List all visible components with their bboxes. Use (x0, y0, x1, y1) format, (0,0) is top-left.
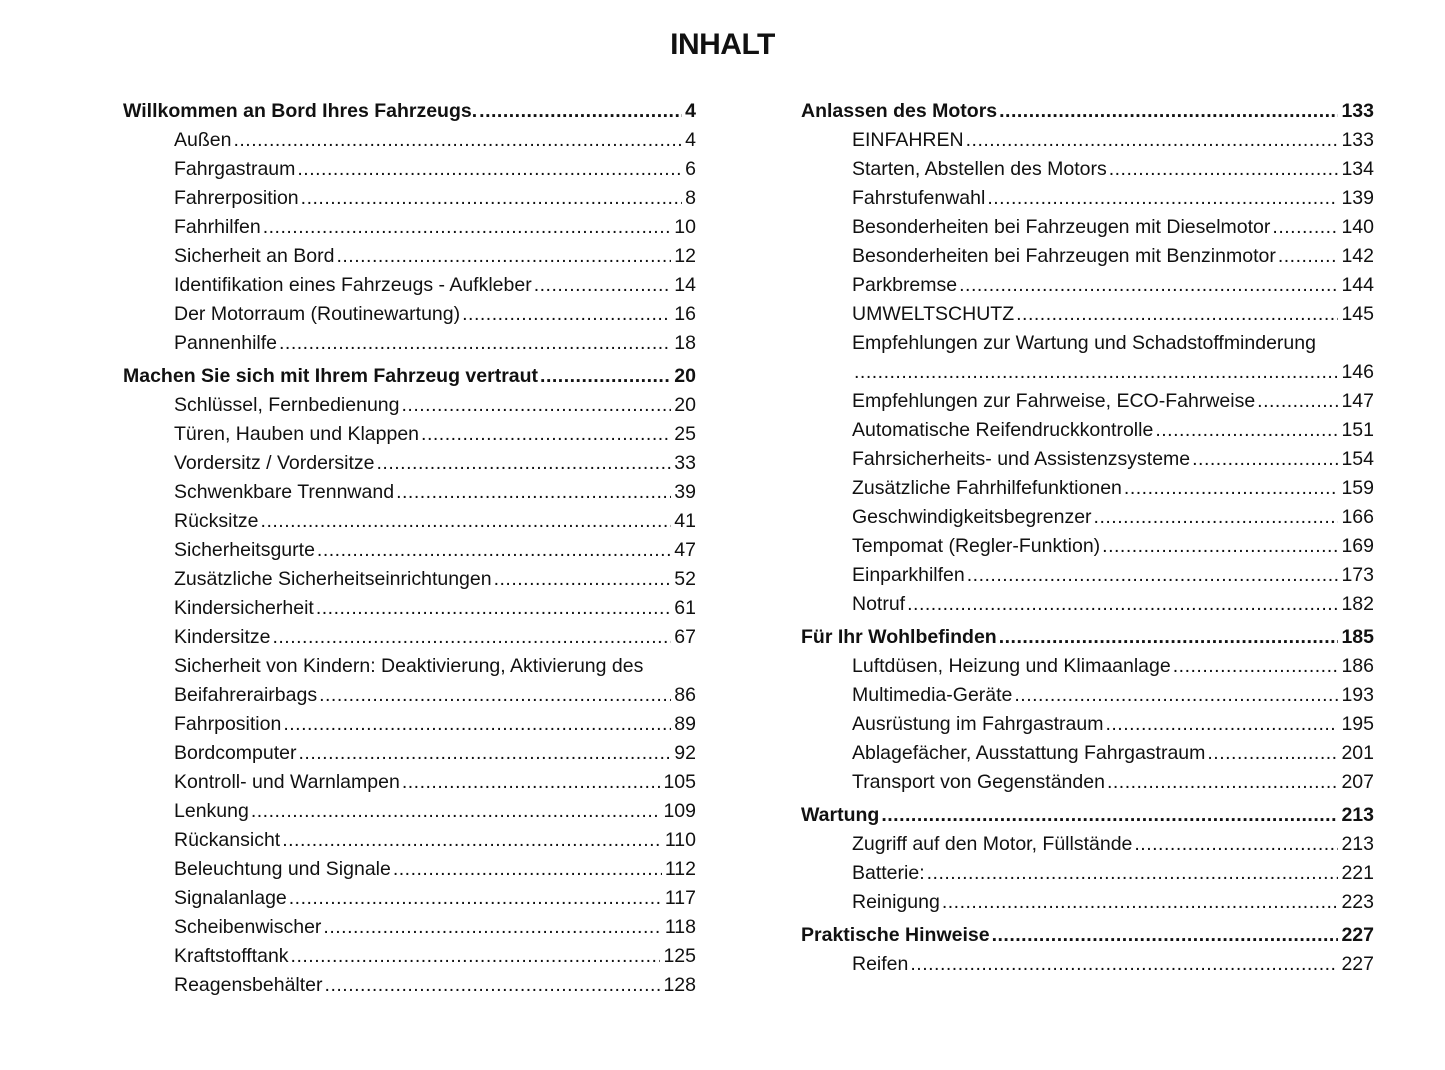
toc-page-number: 61 (674, 597, 696, 619)
toc-page-number: 186 (1341, 655, 1374, 677)
toc-subentry[interactable] (123, 271, 696, 300)
toc-page-number: 227 (1341, 924, 1374, 946)
toc-entry-label: EINFAHREN (852, 129, 964, 151)
toc-entry-label: Sicherheit an Bord (174, 245, 335, 267)
toc-page-number: 169 (1341, 535, 1374, 557)
toc-subentry[interactable] (801, 768, 1374, 797)
toc-page-number: 20 (674, 394, 696, 416)
dot-leader (999, 97, 1338, 126)
dot-leader (959, 271, 1338, 300)
toc-page-number: 47 (674, 539, 696, 561)
toc-subentry[interactable] (123, 126, 696, 155)
toc-page-number: 142 (1341, 245, 1374, 267)
toc-subentry[interactable] (123, 155, 696, 184)
toc-entry-label: Fahrstufenwahl (852, 187, 986, 209)
dot-leader (401, 391, 671, 420)
toc-page-number: 227 (1341, 953, 1374, 975)
toc-page-number: 4 (685, 100, 696, 122)
toc-entry-label: Kraftstofftank (174, 945, 289, 967)
toc-subentry[interactable] (123, 942, 696, 971)
toc-page-number: 221 (1341, 862, 1374, 884)
toc-page-number: 110 (664, 829, 696, 851)
dot-leader (854, 358, 1338, 387)
dot-leader (402, 768, 661, 797)
toc-page-number: 89 (674, 713, 696, 735)
toc-entry-label: Notruf (852, 593, 906, 615)
toc-subentry[interactable] (801, 590, 1374, 619)
dot-leader (233, 126, 682, 155)
toc-subentry[interactable] (801, 830, 1374, 859)
toc-entry-label: Bordcomputer (174, 742, 297, 764)
dot-leader (319, 681, 671, 710)
toc-subentry[interactable] (123, 391, 696, 420)
dot-leader (282, 826, 662, 855)
toc-page-number: 16 (674, 303, 696, 325)
dot-leader (479, 97, 682, 126)
dot-leader (967, 561, 1339, 590)
dot-leader (421, 420, 671, 449)
toc-page-number: 86 (674, 684, 696, 706)
toc-entry-label: Machen Sie sich mit Ihrem Fahrzeug vertraut (123, 365, 539, 387)
dot-leader (966, 126, 1339, 155)
toc-page-number: 185 (1341, 626, 1374, 648)
dot-leader (325, 971, 661, 1000)
toc-entry-label: Einparkhilfen (852, 564, 965, 586)
dot-leader (377, 449, 672, 478)
dot-leader (1109, 155, 1339, 184)
dot-leader (494, 565, 672, 594)
toc-subentry[interactable] (123, 681, 696, 710)
toc-subentry[interactable] (801, 532, 1374, 561)
toc-subentry[interactable] (801, 300, 1374, 329)
page-title: INHALT (670, 28, 775, 61)
toc-entry-label: Rückansicht (174, 829, 281, 851)
toc-entry-label: Automatische Reifendruckkontrolle (852, 419, 1154, 441)
toc-entry-label: Batterie: (852, 862, 925, 884)
toc-page-number: 41 (674, 510, 696, 532)
toc-entry-label: Ausrüstung im Fahrgastraum (852, 713, 1104, 735)
toc-entry-label: Schwenkbare Trennwand (174, 481, 395, 503)
toc-page-number: 52 (674, 568, 696, 590)
dot-leader (336, 242, 671, 271)
toc-subentry[interactable] (123, 623, 696, 652)
toc-page-number: 25 (674, 423, 696, 445)
toc-page-number: 223 (1341, 891, 1374, 913)
toc-subentry[interactable] (123, 768, 696, 797)
toc-subentry[interactable] (801, 242, 1374, 271)
dot-leader (396, 478, 671, 507)
dot-leader (251, 797, 661, 826)
toc-entry-label-line[interactable]: Sicherheit von Kindern: Deaktivierung, Aktivierung des (174, 655, 644, 677)
toc-entry-label: Türen, Hauben und Klappen (174, 423, 420, 445)
toc-page-number: 33 (674, 452, 696, 474)
dot-leader (393, 855, 662, 884)
toc-subentry[interactable] (123, 565, 696, 594)
toc-entry-label: Beifahrerairbags (174, 684, 318, 706)
toc-entry-label: Sicherheitsgurte (174, 539, 315, 561)
toc-section-entry[interactable] (801, 623, 1374, 652)
toc-entry-label: Zugriff auf den Motor, Füllstände (852, 833, 1133, 855)
toc-page-number: 118 (664, 916, 696, 938)
dot-leader (289, 884, 662, 913)
toc-page-number: 112 (664, 858, 696, 880)
toc-page-number: 128 (663, 974, 696, 996)
toc-subentry[interactable] (123, 826, 696, 855)
toc-entry-label: Reifen (852, 953, 909, 975)
toc-entry-label: Fahrposition (174, 713, 282, 735)
dot-leader (534, 271, 672, 300)
toc-page-number: 133 (1341, 100, 1374, 122)
toc-page-number: 133 (1341, 129, 1374, 151)
dot-leader (540, 362, 671, 391)
toc-subentry[interactable] (801, 739, 1374, 768)
toc-entry-label: Besonderheiten bei Fahrzeugen mit Dieselmotor (852, 216, 1271, 238)
toc-page-number: 105 (663, 771, 696, 793)
toc-entry-label: Transport von Gegenständen (852, 771, 1105, 793)
toc-subentry[interactable] (801, 888, 1374, 917)
dot-leader (1094, 503, 1339, 532)
toc-subentry[interactable] (801, 416, 1374, 445)
toc-page-number: 195 (1341, 713, 1374, 735)
toc-page-number: 193 (1341, 684, 1374, 706)
toc-entry-label: Praktische Hinweise (801, 924, 990, 946)
toc-entry-label: Lenkung (174, 800, 249, 822)
toc-entry-label: Zusätzliche Sicherheitseinrichtungen (174, 568, 492, 590)
toc-page-number: 146 (1341, 361, 1374, 383)
dot-leader (298, 739, 671, 768)
toc-subentry[interactable] (801, 155, 1374, 184)
dot-leader (462, 300, 671, 329)
dot-leader (1134, 830, 1338, 859)
toc-subentry[interactable] (801, 474, 1374, 503)
toc-subentry[interactable] (801, 710, 1374, 739)
toc-entry-label: Zusätzliche Fahrhilfefunktionen (852, 477, 1122, 499)
toc-subentry[interactable] (801, 652, 1374, 681)
toc-entry-label: Empfehlungen zur Fahrweise, ECO-Fahrweise (852, 390, 1256, 412)
toc-page-number: 144 (1341, 274, 1374, 296)
dot-leader (1207, 739, 1338, 768)
toc-page-number: 67 (674, 626, 696, 648)
toc-entry-label: Luftdüsen, Heizung und Klimaanlage (852, 655, 1171, 677)
toc-subentry[interactable] (801, 503, 1374, 532)
toc-entry-label: Ablagefächer, Ausstattung Fahrgastraum (852, 742, 1206, 764)
toc-subentry[interactable] (123, 971, 696, 1000)
dot-leader (1105, 710, 1338, 739)
toc-entry-label: Für Ihr Wohlbefinden (801, 626, 997, 648)
dot-leader (323, 913, 661, 942)
toc-subentry[interactable] (123, 536, 696, 565)
toc-page-number: 20 (674, 365, 696, 387)
toc-subentry[interactable] (801, 387, 1374, 416)
toc-entry-label: Scheibenwischer (174, 916, 322, 938)
toc-entry-label: Beleuchtung und Signale (174, 858, 391, 880)
dot-leader (881, 801, 1338, 830)
toc-subentry[interactable] (801, 184, 1374, 213)
toc-subentry[interactable] (123, 739, 696, 768)
toc-page-number: 173 (1341, 564, 1374, 586)
dot-leader (283, 710, 671, 739)
toc-subentry[interactable] (123, 300, 696, 329)
toc-entry-label: Geschwindigkeitsbegrenzer (852, 506, 1092, 528)
toc-page-number: 10 (674, 216, 696, 238)
toc-entry-label: Vordersitz / Vordersitze (174, 452, 375, 474)
dot-leader (910, 950, 1338, 979)
toc-page-number: 8 (685, 187, 696, 209)
toc-entry-label: Kindersicherheit (174, 597, 314, 619)
toc-subentry[interactable] (123, 710, 696, 739)
toc-subentry[interactable] (123, 213, 696, 242)
toc-subentry[interactable] (123, 478, 696, 507)
toc-subentry[interactable] (801, 445, 1374, 474)
toc-left-column (123, 97, 696, 1000)
toc-entry-label: Kindersitze (174, 626, 271, 648)
toc-page-number: 151 (1341, 419, 1374, 441)
dot-leader (1107, 768, 1339, 797)
toc-page-number: 139 (1341, 187, 1374, 209)
toc-entry-label: Besonderheiten bei Fahrzeugen mit Benzinmotor (852, 245, 1276, 267)
toc-page-number: 109 (663, 800, 696, 822)
toc-entry-label: Fahrerposition (174, 187, 299, 209)
toc-entry-label: Pannenhilfe (174, 332, 278, 354)
toc-section-entry[interactable] (801, 97, 1374, 126)
dot-leader (272, 623, 671, 652)
dot-leader (317, 536, 671, 565)
toc-page-number: 12 (674, 245, 696, 267)
toc-entry-label: Parkbremse (852, 274, 958, 296)
toc-subentry[interactable] (123, 329, 696, 358)
toc-entry-label: Der Motorraum (Routinewartung) (174, 303, 461, 325)
dot-leader (992, 921, 1339, 950)
dot-leader (907, 590, 1338, 619)
toc-entry-label: Fahrhilfen (174, 216, 261, 238)
toc-entry-label: Starten, Abstellen des Motors (852, 158, 1107, 180)
dot-leader (301, 184, 682, 213)
toc-section-entry[interactable] (801, 921, 1374, 950)
toc-section-entry[interactable] (801, 801, 1374, 830)
toc-page-number: 14 (674, 274, 696, 296)
dot-leader (316, 594, 671, 623)
toc-page-number: 166 (1341, 506, 1374, 528)
dot-leader (291, 942, 661, 971)
toc-subentry[interactable] (801, 950, 1374, 979)
toc-subentry[interactable] (801, 126, 1374, 155)
toc-page-number: 18 (674, 332, 696, 354)
dot-leader (927, 859, 1339, 888)
dot-leader (942, 888, 1339, 917)
toc-entry-label: Signalanlage (174, 887, 287, 909)
toc-page-number: 213 (1341, 833, 1374, 855)
toc-subentry[interactable] (801, 681, 1374, 710)
toc-subentry[interactable] (123, 420, 696, 449)
toc-entry-label: Wartung (801, 804, 880, 826)
toc-entry-label: Tempomat (Regler-Funktion) (852, 535, 1101, 557)
toc-page-number: 207 (1341, 771, 1374, 793)
toc-entry-label: Kontroll- und Warnlampen (174, 771, 400, 793)
toc-subentry[interactable] (123, 855, 696, 884)
dot-leader (999, 623, 1339, 652)
toc-subentry[interactable] (123, 507, 696, 536)
dot-leader (1016, 300, 1338, 329)
dot-leader (1272, 213, 1338, 242)
toc-page-number: 145 (1341, 303, 1374, 325)
toc-entry-label: Multimedia-Geräte (852, 684, 1013, 706)
dot-leader (263, 213, 672, 242)
toc-subentry[interactable] (123, 884, 696, 913)
toc-section-entry[interactable] (123, 97, 696, 126)
toc-entry-label: Schlüssel, Fernbedienung (174, 394, 400, 416)
toc-subentry[interactable] (801, 358, 1374, 387)
toc-page-number: 147 (1341, 390, 1374, 412)
dot-leader (1173, 652, 1339, 681)
toc-subentry[interactable] (123, 184, 696, 213)
toc-page-number: 6 (685, 158, 696, 180)
toc-page-number: 140 (1341, 216, 1374, 238)
dot-leader (279, 329, 671, 358)
toc-entry-label: Rücksitze (174, 510, 259, 532)
toc-subentry[interactable] (123, 242, 696, 271)
toc-entry-label-line[interactable]: Empfehlungen zur Wartung und Schadstoffminderung (852, 332, 1316, 354)
toc-section-entry[interactable] (123, 362, 696, 391)
toc-page-number: 4 (685, 129, 696, 151)
toc-entry-label: Außen (174, 129, 232, 151)
toc-page-number: 39 (674, 481, 696, 503)
toc-page-number: 134 (1341, 158, 1374, 180)
dot-leader (1155, 416, 1338, 445)
toc-subentry[interactable] (123, 913, 696, 942)
toc-entry-label: Identifikation eines Fahrzeugs - Aufkleber (174, 274, 532, 296)
toc-page-number: 201 (1341, 742, 1374, 764)
toc-subentry[interactable] (801, 213, 1374, 242)
toc-subentry[interactable] (801, 859, 1374, 888)
dot-leader (1102, 532, 1338, 561)
toc-page-number: 182 (1341, 593, 1374, 615)
toc-subentry[interactable] (123, 594, 696, 623)
toc-entry-label: Fahrgastraum (174, 158, 296, 180)
toc-entry-label: Reinigung (852, 891, 940, 913)
dot-leader (1278, 242, 1339, 271)
dot-leader (1124, 474, 1339, 503)
dot-leader (987, 184, 1338, 213)
dot-leader (1192, 445, 1338, 474)
toc-entry-label: Fahrsicherheits- und Assistenzsysteme (852, 448, 1191, 470)
toc-entry-label: Willkommen an Bord Ihres Fahrzeugs. (123, 100, 478, 122)
dot-leader (1014, 681, 1338, 710)
toc-page-number: 125 (663, 945, 696, 967)
toc-subentry[interactable] (123, 797, 696, 826)
dot-leader (297, 155, 682, 184)
dot-leader (261, 507, 672, 536)
toc-page-number: 117 (664, 887, 696, 909)
toc-subentry[interactable] (123, 449, 696, 478)
dot-leader (1257, 387, 1338, 416)
toc-subentry[interactable] (801, 561, 1374, 590)
toc-entry-label: Reagensbehälter (174, 974, 323, 996)
toc-right-column (801, 97, 1374, 979)
toc-entry-label: Anlassen des Motors (801, 100, 998, 122)
toc-page-number: 159 (1341, 477, 1374, 499)
toc-subentry[interactable] (801, 271, 1374, 300)
toc-page-number: 92 (674, 742, 696, 764)
toc-entry-label: UMWELTSCHUTZ (852, 303, 1015, 325)
toc-page-number: 213 (1341, 804, 1374, 826)
toc-page-number: 154 (1341, 448, 1374, 470)
